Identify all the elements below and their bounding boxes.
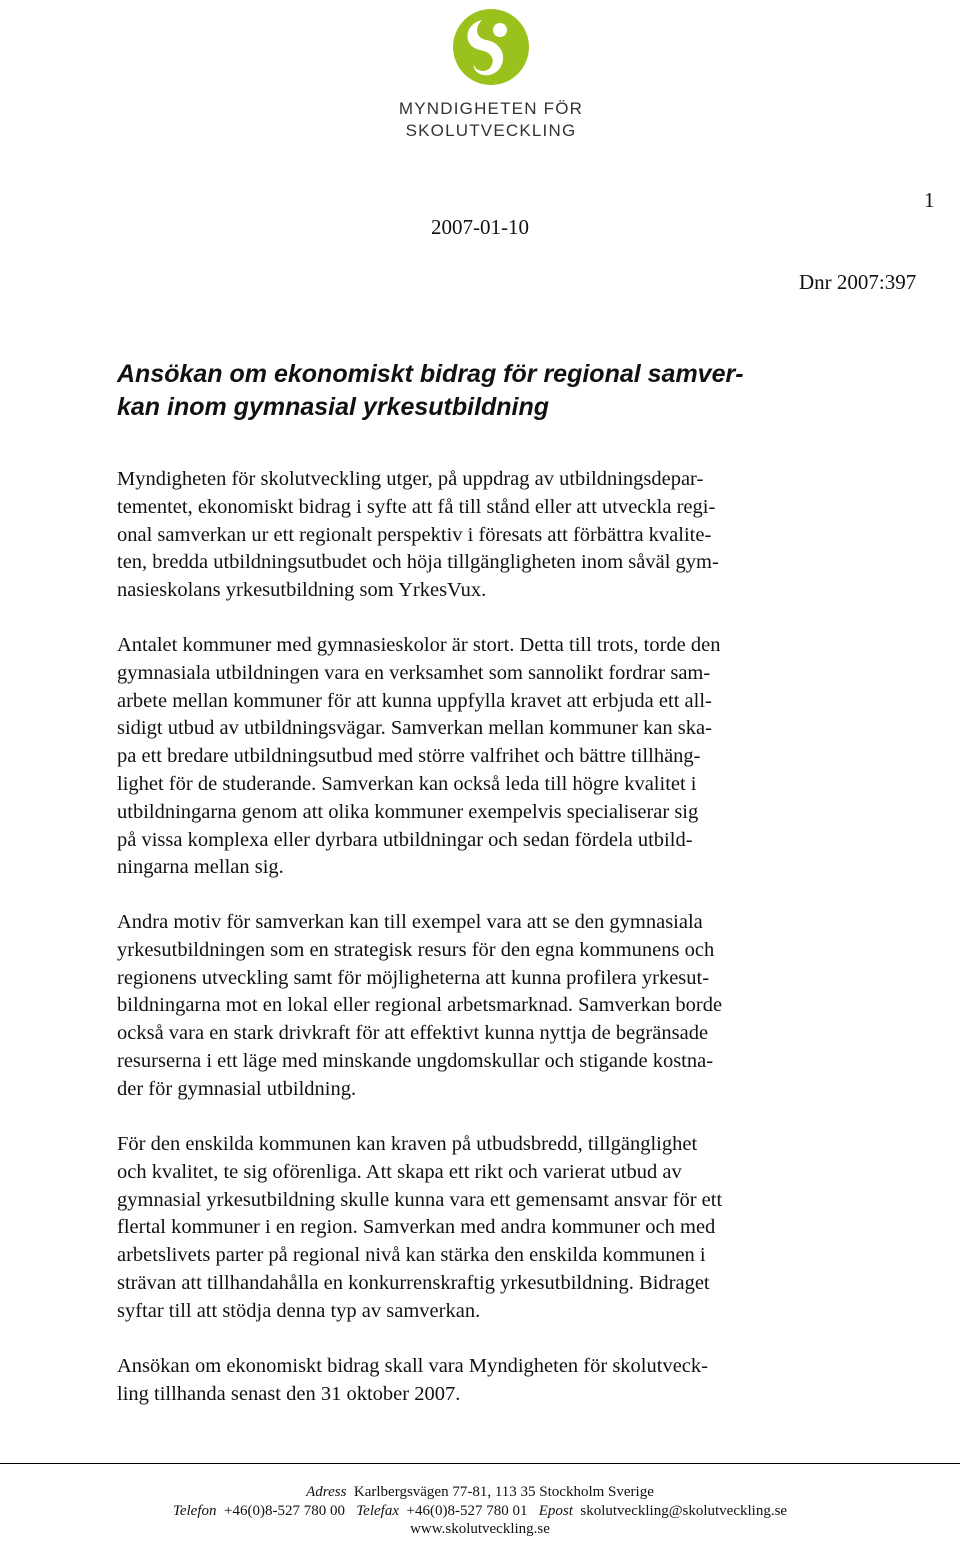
text-line: Andra motiv för samverkan kan till exempel vara att se den gymnasiala: [117, 911, 703, 933]
text-line: regionens utveckling samt för möjligheterna att kunna profilera yrkesut-: [117, 966, 710, 989]
footer-address: [0, 1483, 960, 1502]
website-link[interactable]: www.skolutveckling.se: [410, 1521, 550, 1537]
text-line: pa ett bredare utbildningsutbud med större valfrihet och bättre tillhäng-: [117, 745, 701, 768]
title-line: kan inom gymnasial yrkesutbildning: [117, 393, 550, 421]
text-line: arbete mellan kommuner för att kunna uppfylla kravet att erbjuda ett all-: [117, 689, 712, 712]
paragraph-individual-municipality: [117, 1131, 842, 1326]
logo-text-line1: MYNDIGHETEN FÖR: [398, 99, 584, 118]
document-title: [117, 358, 837, 424]
text-line: också vara en stark drivkraft för att effektivt kunna nyttja de begränsade: [117, 1022, 709, 1045]
address-label: Adress: [306, 1484, 347, 1500]
address-value: Karlbergsvägen 77-81, 113 35 Stockholm Sverige: [353, 1484, 654, 1500]
text-line: För den enskilda kommunen kan kraven på utbudsbredd, tillgänglighet: [117, 1133, 698, 1155]
text-line: utbildningarna genom att olika kommuner exempelvis specialiserar sig: [117, 800, 699, 823]
paragraph-municipalities: [117, 632, 842, 882]
text-line: bildningarna mot en lokal eller regional arbetsmarknad. Samverkan borde: [117, 994, 723, 1017]
text-line: strävan att tillhandahålla en konkurrenskraftig yrkesutbildning. Bidraget: [117, 1271, 710, 1294]
registration-number: Dnr 2007:397: [799, 270, 917, 294]
title-line: Ansökan om ekonomiskt bidrag för regional samver-: [117, 360, 744, 388]
text-line: yrkesutbildningen som en strategisk resurs för den egna kommunens och: [117, 938, 715, 961]
text-line: Antalet kommuner med gymnasieskolor är stort. Detta till trots, torde den: [117, 634, 721, 656]
text-line: onal samverkan ur ett regionalt perspektiv i föresats att förbättra kvalite-: [117, 523, 712, 546]
text-line: ten, bredda utbildningsutbudet och höja tillgängligheten inom såväl gym-: [117, 551, 719, 574]
text-line: arbetslivets parter på regional nivå kan stärka den enskilda kommunen i: [117, 1244, 706, 1267]
footer-website: [0, 1520, 960, 1539]
text-line: der för gymnasial utbildning.: [117, 1077, 357, 1100]
text-line: nasieskolans yrkesutbildning som YrkesVux.: [117, 579, 487, 602]
fax-value: +46(0)8-527 780 01: [406, 1503, 528, 1519]
text-line: sidigt utbud av utbildningsvägar. Samverkan mellan kommuner kan ska-: [117, 717, 712, 740]
text-line: tementet, ekonomiskt bidrag i syfte att få till stånd eller att utveckla regi-: [117, 495, 716, 518]
email-link[interactable]: skolutveckling@skolutveckling.se: [580, 1503, 788, 1519]
text-line: syftar till att stödja denna typ av samverkan.: [117, 1299, 481, 1322]
document-date: 2007-01-10: [431, 215, 529, 239]
text-line: ling tillhanda senast den 31 oktober 2007.: [117, 1382, 461, 1405]
agency-logo: [396, 6, 586, 140]
footer-divider: [0, 1463, 960, 1464]
fax-label: Telefax: [356, 1503, 399, 1519]
footer-contact: [0, 1502, 960, 1521]
text-line: Ansökan om ekonomiskt bidrag skall vara Myndigheten för skolutveck-: [117, 1355, 708, 1377]
paragraph-motives: [117, 909, 842, 1104]
phone-label: Telefon: [172, 1503, 217, 1519]
text-line: på vissa komplexa eller dyrbara utbildningar och sedan fördela utbild-: [117, 828, 693, 851]
swirl-logo-icon: [450, 6, 532, 88]
text-line: flertal kommuner i en region. Samverkan med andra kommuner och med: [117, 1216, 716, 1239]
paragraph-intro: [117, 466, 842, 605]
text-line: och kvalitet, te sig oförenliga. Att skapa ett rikt och varierat utbud av: [117, 1160, 682, 1183]
page-number: 1: [924, 188, 935, 212]
text-line: gymnasiala utbildningen vara en verksamhet som sannolikt fordrar sam-: [117, 661, 711, 684]
email-label: Epost: [538, 1503, 573, 1519]
text-line: resurserna i ett läge med minskande ungdomskullar och stigande kostna-: [117, 1049, 714, 1072]
text-line: ningarna mellan sig.: [117, 856, 284, 879]
text-line: lighet för de studerande. Samverkan kan också leda till högre kvalitet i: [117, 772, 697, 795]
text-line: gymnasial yrkesutbildning skulle kunna vara ett gemensamt ansvar för ett: [117, 1188, 723, 1211]
text-line: Myndigheten för skolutveckling utger, på uppdrag av utbildningsdepar-: [117, 468, 704, 490]
phone-value: +46(0)8-527 780 00: [224, 1503, 345, 1519]
logo-text-line2: SKOLUTVECKLING: [405, 121, 577, 140]
paragraph-deadline: [117, 1353, 842, 1409]
